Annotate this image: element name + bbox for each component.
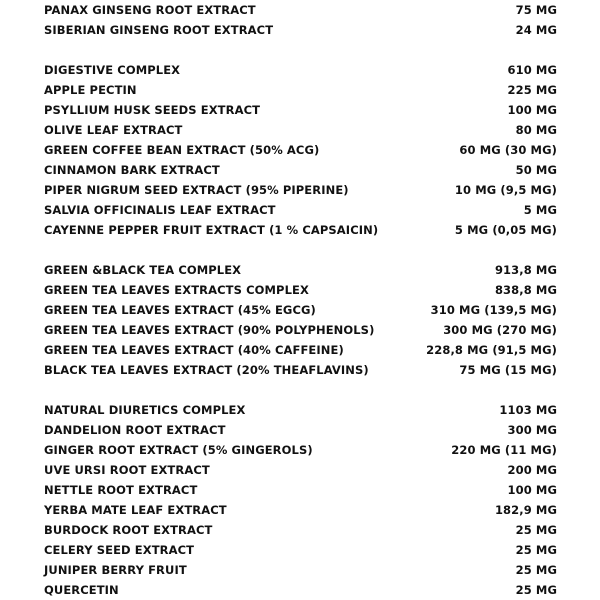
ingredient-name: BLACK TEA LEAVES EXTRACT (20% THEAFLAVINS) (44, 363, 369, 377)
ingredient-amount: 5 MG (523, 203, 557, 217)
ingredient-row (44, 140, 557, 160)
ingredient-row (44, 420, 557, 440)
ingredient-amount: 75 MG (15 MG) (459, 363, 557, 377)
ingredient-row (44, 20, 557, 40)
ingredient-name: APPLE PECTIN (44, 83, 137, 97)
ingredient-name: BURDOCK ROOT EXTRACT (44, 523, 213, 537)
ingredient-row (44, 0, 557, 20)
ingredient-name: GREEN COFFEE BEAN EXTRACT (50% ACG) (44, 143, 320, 157)
ingredient-amount: 200 MG (507, 463, 557, 477)
ingredient-name: JUNIPER BERRY FRUIT (44, 563, 187, 577)
ingredient-name: GREEN TEA LEAVES EXTRACT (45% EGCG) (44, 303, 316, 317)
ingredient-amount: 228,8 MG (91,5 MG) (426, 343, 557, 357)
section-header-digestive (44, 60, 557, 80)
ingredient-row (44, 300, 557, 320)
ingredient-row (44, 520, 557, 540)
ingredient-row (44, 560, 557, 580)
ingredient-amount: 838,8 MG (494, 283, 557, 297)
ingredient-name: PIPER NIGRUM SEED EXTRACT (95% PIPERINE) (44, 183, 349, 197)
section-title: NATURAL DIURETICS COMPLEX (44, 403, 246, 417)
ingredient-name: CAYENNE PEPPER FRUIT EXTRACT (1 % CAPSAICIN) (44, 223, 379, 237)
ingredient-name: GREEN TEA LEAVES EXTRACT (40% CAFFEINE) (44, 343, 344, 357)
ingredient-amount: 25 MG (515, 563, 557, 577)
ingredient-row (44, 440, 557, 460)
section-total: 913,8 MG (494, 263, 557, 277)
ingredient-row (44, 360, 557, 380)
ingredient-row (44, 340, 557, 360)
ingredient-row (44, 100, 557, 120)
ingredient-amount: 225 MG (507, 83, 557, 97)
ingredient-amount: 182,9 MG (494, 503, 557, 517)
ingredient-name: SALVIA OFFICINALIS LEAF EXTRACT (44, 203, 276, 217)
ingredient-amount: 300 MG (507, 423, 557, 437)
ingredient-row (44, 280, 557, 300)
ingredient-amount: 75 MG (515, 3, 557, 17)
ingredient-name: CELERY SEED EXTRACT (44, 543, 195, 557)
ingredient-amount: 25 MG (515, 583, 557, 597)
ingredient-amount: 24 MG (515, 23, 557, 37)
ingredient-row (44, 320, 557, 340)
ingredient-name: YERBA MATE LEAF EXTRACT (44, 503, 227, 517)
ingredient-name: GINGER ROOT EXTRACT (5% GINGEROLS) (44, 443, 313, 457)
ingredient-amount: 5 MG (0,05 MG) (454, 223, 557, 237)
ingredient-name: SIBERIAN GINSENG ROOT EXTRACT (44, 23, 274, 37)
section-title: GREEN &BLACK TEA COMPLEX (44, 263, 242, 277)
section-total: 1103 MG (499, 403, 557, 417)
ingredient-name: DANDELION ROOT EXTRACT (44, 423, 226, 437)
section-total: 610 MG (507, 63, 557, 77)
section-title: DIGESTIVE COMPLEX (44, 63, 181, 77)
ingredient-name: CINNAMON BARK EXTRACT (44, 163, 220, 177)
ingredient-name: UVE URSI ROOT EXTRACT (44, 463, 210, 477)
ingredient-row (44, 160, 557, 180)
ingredient-amount: 100 MG (507, 103, 557, 117)
ingredient-row (44, 220, 557, 240)
ingredient-name: PSYLLIUM HUSK SEEDS EXTRACT (44, 103, 261, 117)
ingredient-amount: 25 MG (515, 543, 557, 557)
ingredient-name: NETTLE ROOT EXTRACT (44, 483, 198, 497)
ingredient-amount: 25 MG (515, 523, 557, 537)
section-header-diuretics (44, 400, 557, 420)
ingredient-name: QUERCETIN (44, 583, 119, 597)
ingredient-amount: 220 MG (11 MG) (451, 443, 557, 457)
ingredient-name: GREEN TEA LEAVES EXTRACTS COMPLEX (44, 283, 309, 297)
ingredient-row (44, 460, 557, 480)
ingredient-amount: 300 MG (270 MG) (443, 323, 557, 337)
ingredient-amount: 310 MG (139,5 MG) (430, 303, 557, 317)
ingredient-amount: 60 MG (30 MG) (459, 143, 557, 157)
ingredient-row (44, 500, 557, 520)
ingredient-row (44, 80, 557, 100)
ingredient-row (44, 580, 557, 600)
ingredient-name: OLIVE LEAF EXTRACT (44, 123, 183, 137)
ingredient-name: PANAX GINSENG ROOT EXTRACT (44, 3, 256, 17)
ingredient-name: GREEN TEA LEAVES EXTRACT (90% POLYPHENOLS) (44, 323, 375, 337)
ingredient-amount: 100 MG (507, 483, 557, 497)
ingredient-amount: 80 MG (515, 123, 557, 137)
ingredient-row (44, 120, 557, 140)
section-header-tea (44, 260, 557, 280)
ingredient-row (44, 480, 557, 500)
ingredient-amount: 50 MG (515, 163, 557, 177)
ingredient-amount: 10 MG (9,5 MG) (454, 183, 557, 197)
ingredient-row (44, 200, 557, 220)
ingredient-row (44, 540, 557, 560)
ingredient-row (44, 180, 557, 200)
